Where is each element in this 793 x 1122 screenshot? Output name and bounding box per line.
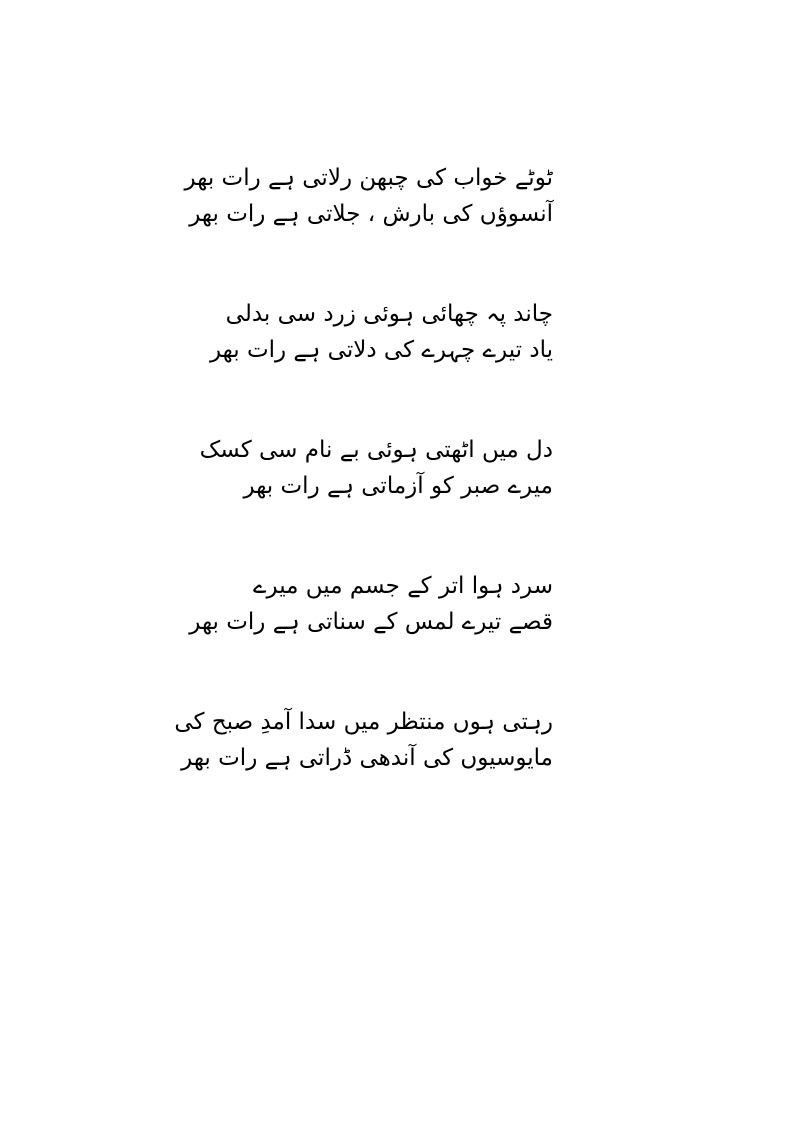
poem-line: دل میں اٹھتی ہوئی بے نام سی کسک	[199, 437, 553, 463]
poem-line: آنسوؤں کی بارش ، جلاتی ہے رات بھر	[189, 201, 553, 227]
stanza-2	[193, 296, 553, 368]
poem	[174, 160, 553, 776]
poem-line: چاند پہ چھائی ہوئی زرد سی بدلی	[225, 301, 553, 327]
poem-line: مایوسیوں کی آندھی ڈراتی ہے رات بھر	[181, 745, 553, 771]
poem-line: سرد ہوا اتر کے جسم میں میرے	[253, 573, 553, 599]
stanza-4	[189, 568, 553, 640]
stanza-5	[174, 704, 553, 776]
poem-line: یاد تیرے چہرے کی دلاتی ہے رات بھر	[209, 337, 553, 363]
stanza-1	[184, 160, 553, 232]
poem-line: رہتی ہوں منتظر میں سدا آمدِ صبح کی	[174, 709, 553, 735]
poem-line: میرے صبر کو آزماتی ہے رات بھر	[243, 473, 553, 499]
stanza-3	[193, 432, 553, 504]
poem-line: قصے تیرے لمس کے سناتی ہے رات بھر	[189, 609, 553, 635]
poem-line: ٹوٹے خواب کی چبھن رلاتی ہے رات بھر	[184, 165, 553, 191]
